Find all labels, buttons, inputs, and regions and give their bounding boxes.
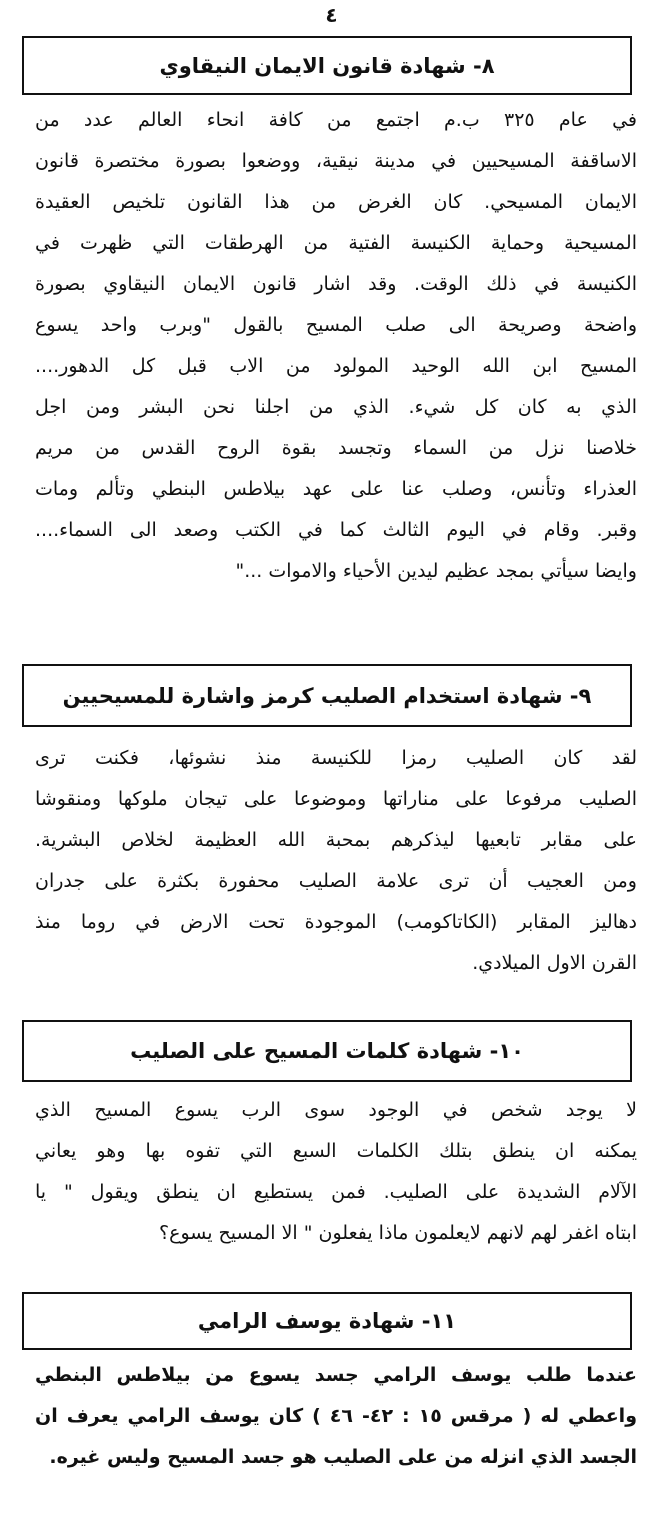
page-number: ٤ bbox=[325, 3, 338, 27]
text-line: عندما طلب يوسف الرامي جسد يسوع من بيلاطس البنطي bbox=[35, 1364, 637, 1386]
text-line: واعطي له ( مرقس ١٥ : ٤٢- ٤٦ ) كان يوسف الرامي يعرف ان bbox=[35, 1405, 637, 1427]
section-heading-10: ١٠- شهادة كلمات المسيح على الصليب bbox=[22, 1020, 632, 1082]
section-heading-9: ٩- شهادة استخدام الصليب كرمز واشارة للمسيحيين bbox=[22, 664, 632, 727]
text-line: الجسد الذي انزله من على الصليب هو جسد المسيح وليس غيره. bbox=[49, 1446, 637, 1468]
text-line: الآلام الشديدة على الصليب. فمن يستطيع ان ينطق ويقول " يا bbox=[35, 1181, 637, 1203]
text-line: يمكنه ان ينطق بتلك الكلمات السبع التي تفوه بها وهو يعاني bbox=[35, 1140, 637, 1162]
text-line: دهاليز المقابر (الكاتاكومب) الموجودة تحت الارض في روما منذ bbox=[35, 911, 637, 933]
text-line: خلاصنا نزل من السماء وتجسد بقوة الروح القدس من مريم bbox=[35, 437, 637, 459]
text-line: ابتاه اغفر لهم لانهم لايعلمون ماذا يفعلون " الا المسيح يسوع؟ bbox=[159, 1222, 637, 1244]
text-line: الايمان المسيحي. كان الغرض من هذا القانون تلخيص العقيدة bbox=[35, 191, 637, 213]
text-line: القرن الاول الميلادي. bbox=[472, 952, 637, 974]
section-body-10 bbox=[35, 1090, 637, 1254]
text-line: المسيحية وحماية الكنيسة الفتية من الهرطقات التي ظهرت في bbox=[35, 232, 637, 254]
text-line: على مقابر تابعيها ليذكرهم بمحبة الله العظيمة لخلاص البشرية. bbox=[35, 829, 637, 851]
text-line: الاساقفة المسيحيين في مدينة نيقية، ووضعوا بصورة مختصرة قانون bbox=[35, 150, 637, 172]
section-body-8 bbox=[35, 100, 637, 592]
text-line: الصليب مرفوعا على مناراتها وموضوعا على تيجان ملوكها ومنقوشا bbox=[35, 788, 637, 810]
section-body-11 bbox=[35, 1355, 637, 1478]
text-line: في عام ٣٢٥ ب.م اجتمع من كافة انحاء العالم عدد من bbox=[35, 109, 637, 131]
section-heading-8: ٨- شهادة قانون الايمان النيقاوي bbox=[22, 36, 632, 95]
text-line: وقبر. وقام في اليوم الثالث كما في الكتب وصعد الى السماء.... bbox=[35, 519, 637, 541]
text-line: وايضا سيأتي بمجد عظيم ليدين الأحياء والاموات ..." bbox=[235, 560, 637, 582]
text-line: واضحة وصريحة الى صلب المسيح بالقول "وبرب واحد يسوع bbox=[35, 314, 637, 336]
text-line: لا يوجد شخص في الوجود سوى الرب يسوع المسيح الذي bbox=[35, 1099, 637, 1121]
text-line: لقد كان الصليب رمزا للكنيسة منذ نشوئها، فكنت ترى bbox=[35, 747, 637, 769]
section-heading-11: ١١- شهادة يوسف الرامي bbox=[22, 1292, 632, 1350]
text-line: العذراء وتأنس، وصلب عنا على عهد بيلاطس البنطي وتألم ومات bbox=[35, 478, 637, 500]
text-line: الكنيسة في ذلك الوقت. وقد اشار قانون الايمان النيقاوي بصورة bbox=[35, 273, 637, 295]
section-body-9 bbox=[35, 738, 637, 984]
text-line: المسيح ابن الله الوحيد المولود من الاب قبل كل الدهور.... bbox=[35, 355, 637, 377]
text-line: الذي به كان كل شيء. الذي من اجلنا نحن البشر ومن اجل bbox=[35, 396, 637, 418]
text-line: ومن العجيب أن ترى علامة الصليب محفورة بكثرة على جدران bbox=[35, 870, 637, 892]
